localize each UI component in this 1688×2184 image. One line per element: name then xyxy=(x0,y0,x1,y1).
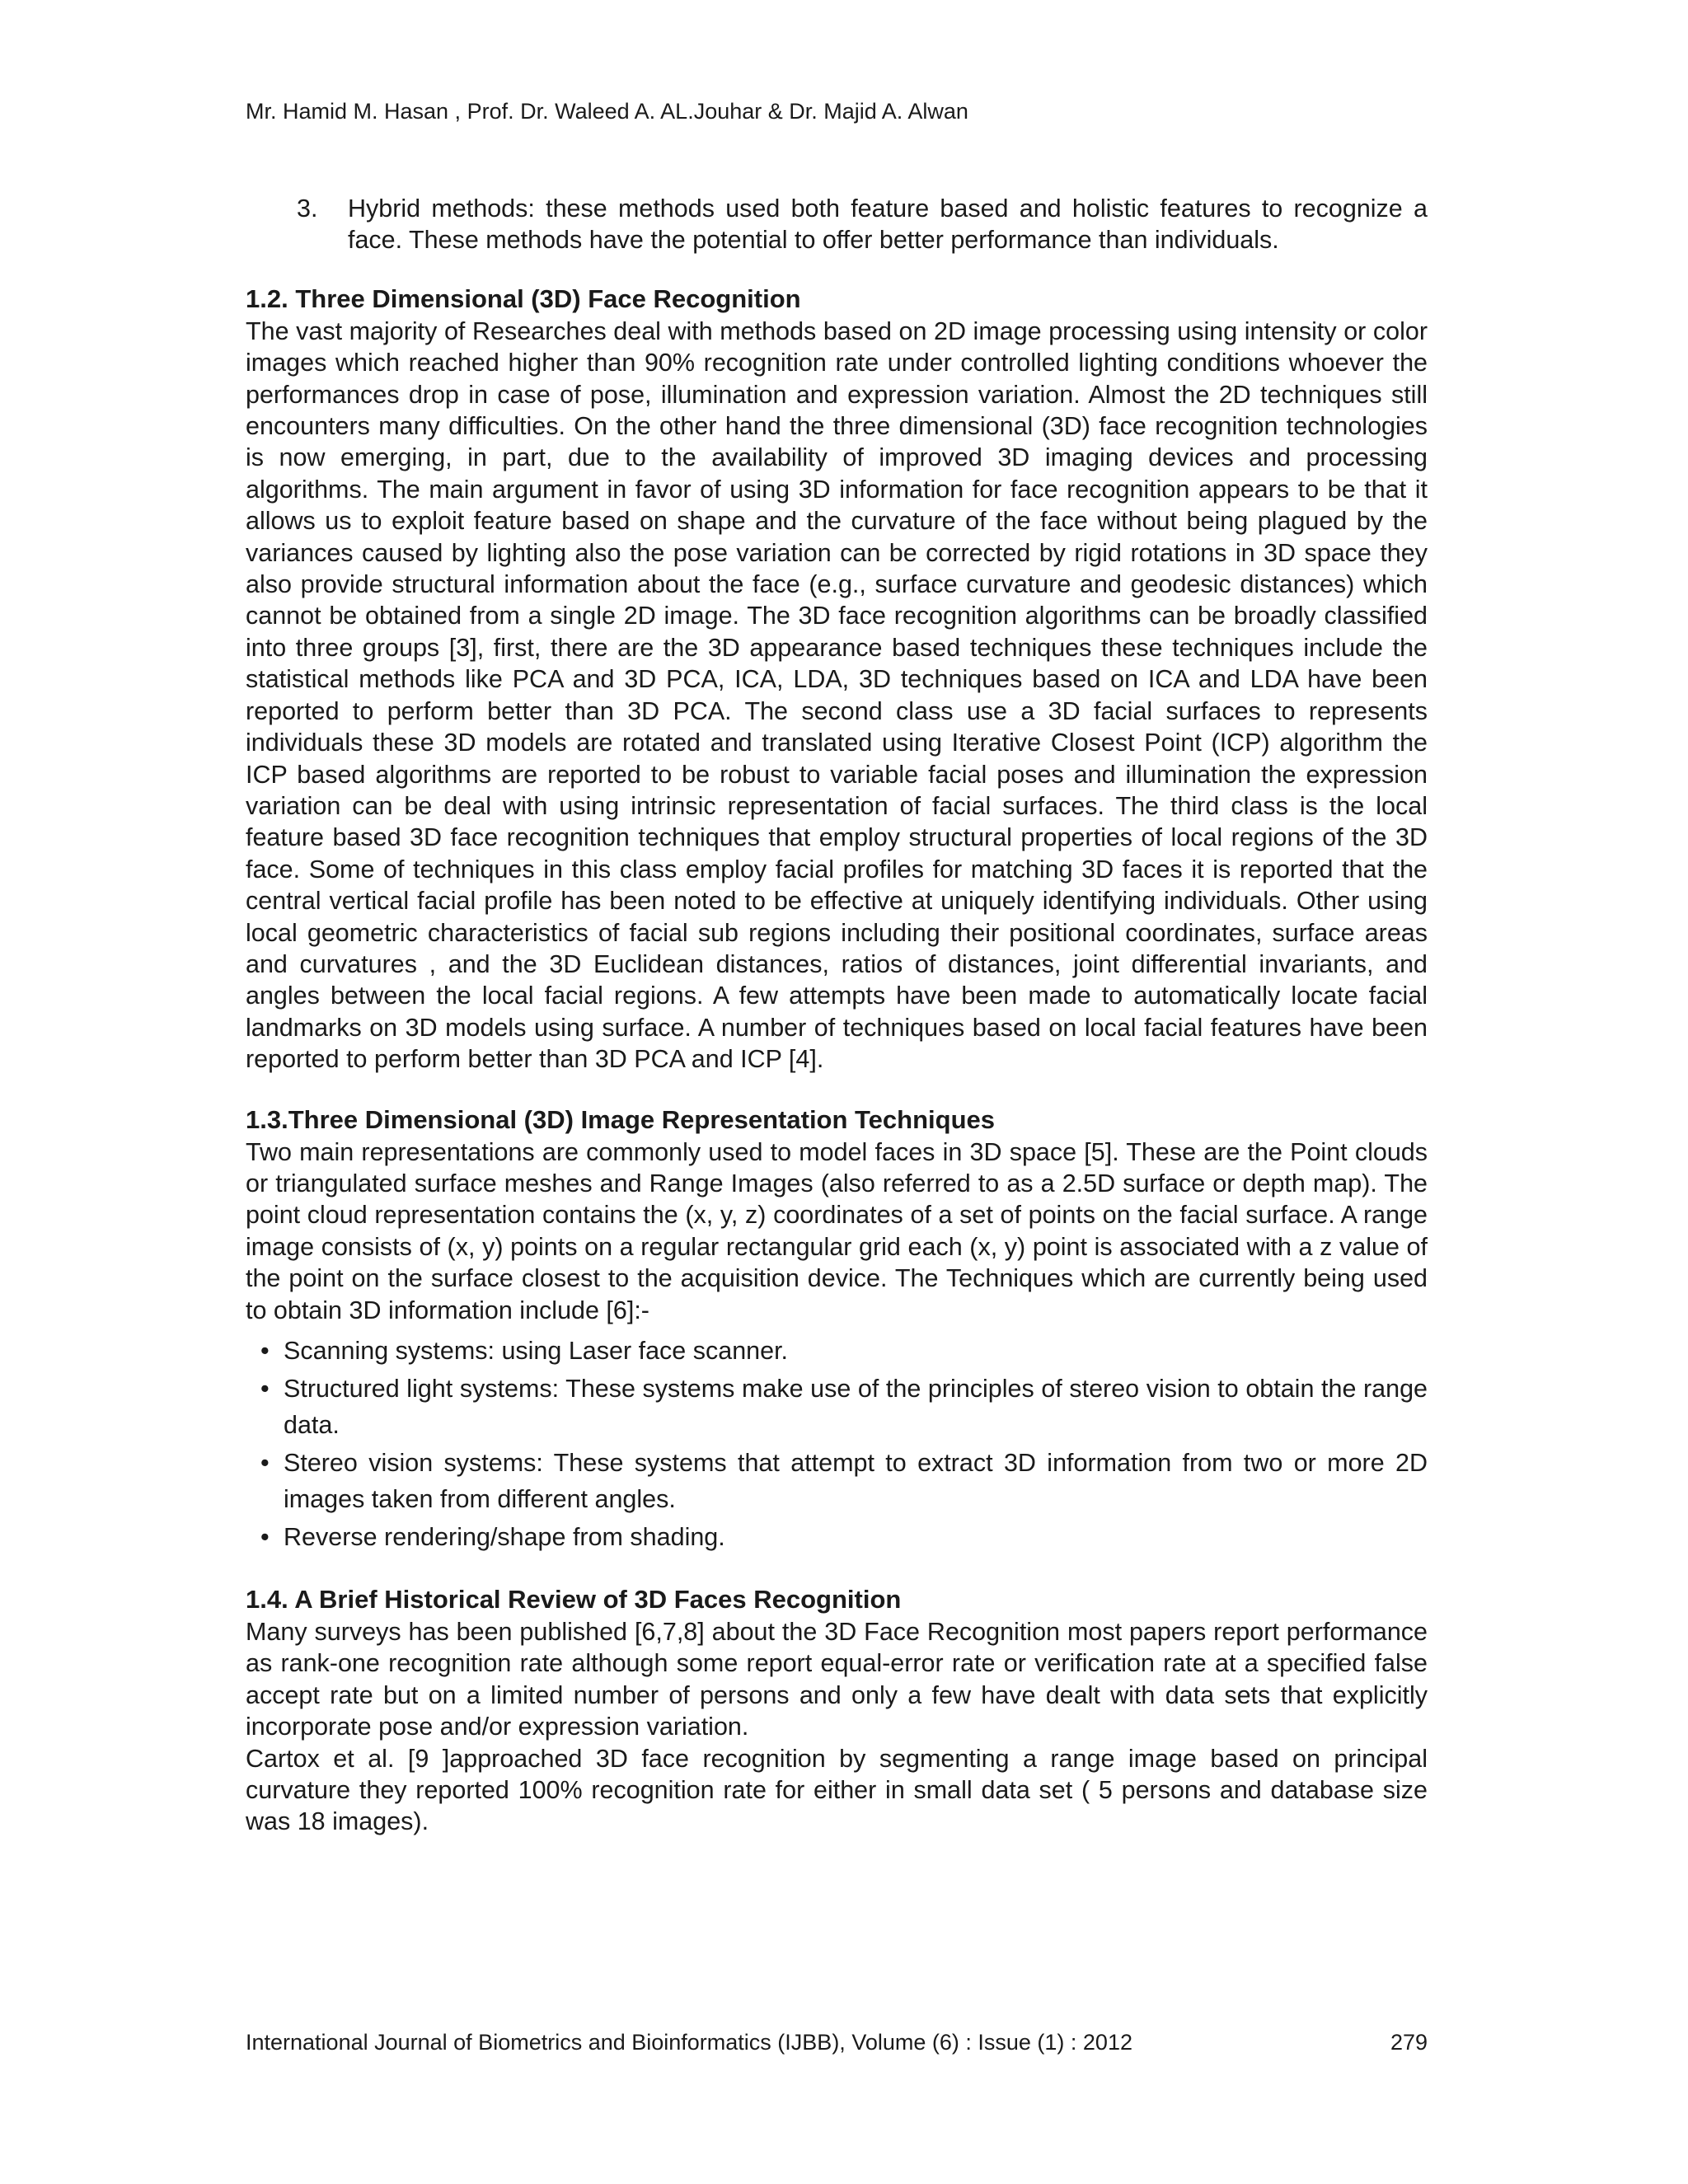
bullet-item xyxy=(246,1519,1428,1555)
list-item-number: 3. xyxy=(297,194,318,223)
bullet-item xyxy=(246,1445,1428,1517)
bullet-text: Structured light systems: These systems make use of the principles of stereo vision to obtain the range data. xyxy=(284,1375,1428,1439)
footer-journal-citation: International Journal of Biometrics and Bioinformatics (IJBB), Volume (6) : Issue (1) : 2012 xyxy=(246,2030,1132,2055)
bullet-icon: • xyxy=(260,1337,270,1365)
page-content xyxy=(246,193,1428,1838)
section-1-3-paragraph: Two main representations are commonly used to model faces in 3D space [5]. These are the Point clouds or triangulated surface meshes and Range Images (also referred to as a 2.5D surface or depth map). The point cloud representation contains the (x, y, z) coordinates of a set of points on the facial surface. A range image consists of (x, y) points on a regular rectangular grid each (x, y) point is associated with a z value of the point on the surface closest to the acquisition device. The Techniques which are currently being used to obtain 3D information include [6]:- xyxy=(246,1137,1428,1324)
section-heading-1-4 xyxy=(246,1583,1428,1616)
bullet-item xyxy=(246,1371,1428,1443)
section-1-4-paragraph-1: Many surveys has been published [6,7,8] about the 3D Face Recognition most papers report performance as rank-one recognition rate although some report equal-error rate or verification rate at a specified false accept rate but on a limited number of persons and only a few have dealt with data sets that explicitly incorporate pose and/or expression variation. xyxy=(246,1618,1428,1741)
bullet-item xyxy=(246,1333,1428,1369)
bullet-icon: • xyxy=(260,1449,270,1477)
section-1-2-paragraph: The vast majority of Researches deal with methods based on 2D image processing using intensity or color images which reached higher than 90% recognition rate under controlled lighting conditions whoever the performances drop in case of pose, illumination and expression variation. Almost the 2D techniques still encounters many difficulties. On the other hand the three dimensional (3D) face recognition technologies is now emerging, in part, due to the availability of improved 3D imaging devices and processing algorithms. The main argument in favor of using 3D information for face recognition appears to be that it allows us to exploit feature based on shape and the curvature of the face without being plagued by the variances caused by lighting also the pose variation can be corrected by rigid rotations in 3D space they also provide structural information about the face (e.g., surface curvature and geodesic distances) which cannot be obtained from a single 2D image. The 3D face recognition algorithms can be broadly classified into three groups [3], first, there are the 3D appearance based techniques these techniques include the statistical methods like PCA and 3D PCA, ICA, LDA, 3D techniques based on ICA and LDA have been reported to perform better than 3D PCA. The second class use a 3D facial surfaces to represents individuals these 3D models are rotated and translated using Iterative Closest Point (ICP) algorithm the ICP based algorithms are reported to be robust to variable facial poses and illumination the expression variation can be deal with using intrinsic representation of facial surfaces. The third class is the local feature based 3D face recognition techniques that employ structural properties of local regions of the 3D face. Some of techniques in this class employ facial profiles for matching 3D faces it is reported that the central vertical facial profile has been noted to be effective at uniquely identifying individuals. Other using local geometric characteristics of facial sub regions including their positional coordinates, surface areas and curvatures , and the 3D Euclidean distances, ratios of distances, joint differential invariants, and angles between the local facial regions. A few attempts have been made to automatically locate facial landmarks on 3D models using surface. A number of techniques based on local facial features have been reported to perform better than 3D PCA and ICP [4]. xyxy=(246,316,1428,1074)
section-title: Three Dimensional (3D) Image Representation Techniques xyxy=(288,1104,996,1134)
section-title: A Brief Historical Review of 3D Faces Recognition xyxy=(294,1585,902,1614)
numbered-list xyxy=(246,193,1428,256)
list-item xyxy=(246,193,1428,256)
bullet-icon: • xyxy=(260,1523,270,1551)
list-item-text: Hybrid methods: these methods used both feature based and holistic features to recognize a face. These methods have the potential to offer better performance than individuals. xyxy=(348,194,1428,255)
section-number: 1.4. xyxy=(246,1585,288,1614)
section-1-4-paragraph-2: Cartox et al. [9 ]approached 3D face recognition by segmenting a range image based on principal curvature they reported 100% recognition rate for either in small data set ( 5 persons and database size was 18 images). xyxy=(246,1744,1428,1836)
bullet-text: Scanning systems: using Laser face scanner. xyxy=(284,1337,789,1365)
footer-page-number: 279 xyxy=(1390,2030,1428,2055)
section-number: 1.3. xyxy=(246,1104,288,1134)
bullet-icon: • xyxy=(260,1375,270,1403)
page-footer xyxy=(246,2028,1428,2056)
technique-bullet-list xyxy=(246,1333,1428,1555)
bullet-text: Reverse rendering/shape from shading. xyxy=(284,1523,725,1551)
bullet-text: Stereo vision systems: These systems that attempt to extract 3D information from two or more 2D images taken from different angles. xyxy=(284,1449,1428,1513)
section-number: 1.2. xyxy=(246,284,288,313)
section-title: Three Dimensional (3D) Face Recognition xyxy=(295,284,801,313)
running-head-authors: Mr. Hamid M. Hasan , Prof. Dr. Waleed A. AL.Jouhar & Dr. Majid A. Alwan xyxy=(246,99,968,124)
section-heading-1-3 xyxy=(246,1104,1428,1137)
section-heading-1-2 xyxy=(246,283,1428,316)
